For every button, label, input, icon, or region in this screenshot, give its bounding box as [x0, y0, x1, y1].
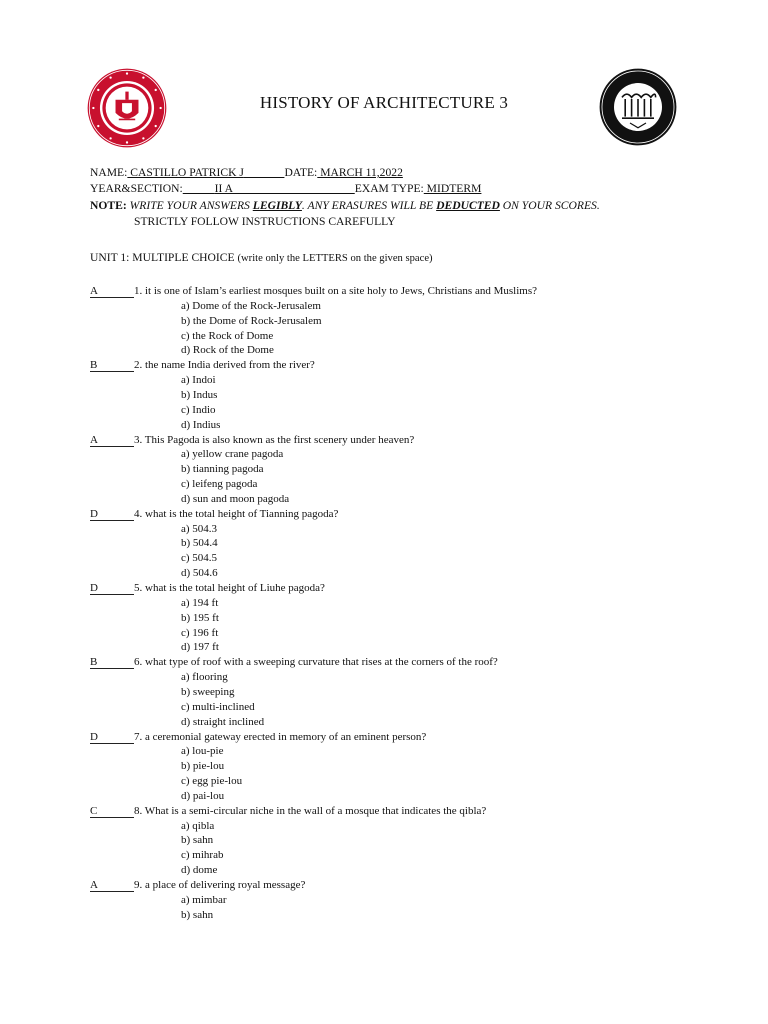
note-text-2: . ANY ERASURES WILL BE [301, 199, 437, 212]
answer-blank[interactable]: A [90, 435, 134, 447]
option-item: c) egg pie-lou [181, 775, 243, 788]
option-item: b) the Dome of Rock-Jerusalem [181, 314, 322, 327]
page-title: HISTORY OF ARCHITECTURE 3 [259, 93, 509, 112]
exam-type-label: EXAM TYPE: [354, 182, 424, 195]
question-row [90, 285, 537, 300]
exam-type-value: MIDTERM [423, 182, 482, 195]
question-row [90, 879, 305, 894]
instructions-line: STRICTLY FOLLOW INSTRUCTIONS CAREFULLY [134, 215, 396, 228]
option-item: c) 504.5 [181, 552, 218, 565]
option-item: b) pie-lou [181, 760, 225, 773]
note-deducted: DEDUCTED [436, 199, 500, 212]
answer-blank[interactable]: B [90, 657, 134, 669]
question-text: 3. This Pagoda is also known as the first scenery under heaven? [134, 433, 415, 446]
answer-blank[interactable]: B [90, 360, 134, 372]
option-item: a) flooring [181, 671, 228, 684]
question-row [90, 508, 338, 523]
option-item: d) straight inclined [181, 715, 265, 728]
option-item: a) qibla [181, 819, 215, 832]
unit-heading [90, 251, 433, 264]
question-text: 5. what is the total height of Liuhe pagoda? [134, 582, 325, 594]
option-item: a) lou-pie [181, 745, 224, 758]
option-item: c) the Rock of Dome [181, 329, 274, 342]
option-item: c) mihrab [181, 849, 224, 862]
unit-heading-note: (write only the LETTERS on the given space) [237, 253, 433, 264]
section-value: II A [214, 182, 233, 195]
question-text: 8. What is a semi-circular niche in the wall of a mosque that indicates the qibla? [134, 804, 487, 817]
date-label: DATE: [284, 166, 318, 179]
option-item: a) 504.3 [181, 522, 218, 535]
section-exam-line [90, 182, 481, 195]
option-item: b) 195 ft [181, 611, 219, 624]
question-row [90, 359, 315, 374]
option-item: a) yellow crane pagoda [181, 448, 284, 461]
date-value: MARCH 11,2022 [317, 166, 403, 179]
answer-blank[interactable]: A [90, 286, 134, 298]
option-item: d) Indius [181, 418, 221, 431]
answer-blank[interactable]: D [90, 509, 134, 521]
option-item: b) tianning pagoda [181, 463, 264, 476]
unit-heading-label: UNIT 1: MULTIPLE CHOICE [90, 251, 238, 264]
option-item: b) 504.4 [181, 537, 218, 550]
option-item: b) sweeping [181, 685, 235, 698]
option-item: d) 197 ft [181, 641, 219, 654]
question-row [90, 656, 498, 671]
option-item: a) 194 ft [181, 596, 219, 609]
name-date-line [90, 166, 403, 179]
name-label: NAME: [90, 166, 128, 179]
option-item: c) leifeng pagoda [181, 478, 258, 491]
option-item: b) Indus [181, 388, 218, 401]
option-item: d) pai-lou [181, 789, 225, 802]
name-value: CASTILLO PATRICK J [127, 166, 244, 179]
question-text: 4. what is the total height of Tianning pagoda? [134, 507, 339, 520]
answer-blank[interactable]: C [90, 806, 134, 818]
note-label: NOTE: [90, 199, 127, 212]
answer-blank[interactable]: A [90, 880, 134, 892]
note-legibly: LEGIBLY [252, 199, 302, 212]
option-item: b) sahn [181, 834, 214, 847]
question-text: 2. the name India derived from the river? [134, 359, 315, 372]
note-text-3: ON YOUR SCORES. [499, 199, 600, 212]
option-item: a) Indoi [181, 374, 216, 387]
question-row [90, 582, 325, 597]
option-item: c) 196 ft [181, 626, 219, 639]
option-item: d) Rock of the Dome [181, 344, 274, 357]
question-text: 9. a place of delivering royal message? [134, 879, 306, 891]
option-item: a) mimbar [181, 893, 227, 906]
option-item: b) sahn [181, 908, 214, 921]
question-row [90, 805, 486, 820]
question-row [90, 731, 426, 746]
question-text: 7. a ceremonial gateway erected in memory of an eminent person? [134, 730, 427, 743]
option-item: a) Dome of the Rock-Jerusalem [181, 299, 321, 312]
question-text: 1. it is one of Islam’s earliest mosques built on a site holy to Jews, Christians and Muslims? [134, 285, 537, 297]
option-item: d) 504.6 [181, 567, 218, 580]
section-label: YEAR&SECTION: [90, 182, 183, 195]
question-row [90, 434, 414, 449]
note-line [90, 199, 600, 212]
option-item: c) multi-inclined [181, 700, 255, 713]
option-item: c) Indio [181, 403, 216, 416]
note-text-1: WRITE YOUR ANSWERS [129, 199, 253, 212]
question-text: 6. what type of roof with a sweeping curvature that rises at the corners of the roof? [134, 656, 498, 669]
option-item: d) sun and moon pagoda [181, 492, 290, 505]
answer-blank[interactable]: D [90, 583, 134, 595]
answer-blank[interactable]: D [90, 732, 134, 744]
option-item: d) dome [181, 864, 218, 877]
